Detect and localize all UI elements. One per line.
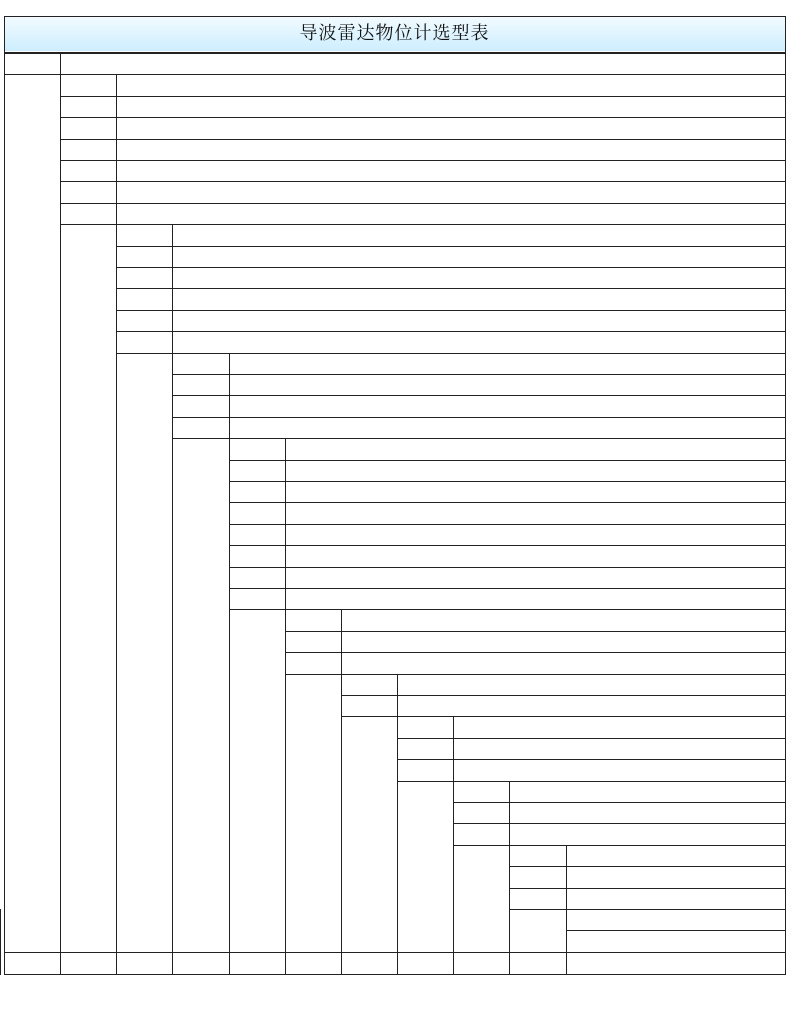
option-description (515, 823, 783, 844)
option-description (291, 524, 783, 545)
option-code (116, 267, 172, 288)
column-divider (60, 952, 61, 975)
column-divider (0, 909, 1, 953)
row-divider (229, 567, 786, 568)
section-header-label (347, 609, 783, 630)
section-header-code (341, 674, 397, 695)
option-code (229, 502, 285, 523)
column-divider (341, 674, 342, 975)
section-header-code (116, 224, 172, 245)
option-description (347, 652, 783, 673)
column-divider (566, 845, 567, 910)
row-divider (229, 481, 786, 482)
row-divider (60, 96, 786, 97)
option-code (453, 823, 509, 844)
option-code (229, 481, 285, 502)
column-divider (785, 16, 786, 53)
row-divider (229, 524, 786, 525)
option-code (509, 888, 566, 909)
example-code (285, 952, 341, 973)
option-code (453, 802, 509, 823)
column-divider (397, 674, 398, 718)
option-description (235, 395, 783, 416)
column-divider (0, 952, 1, 975)
row-divider (229, 438, 786, 439)
row-divider (229, 588, 786, 589)
option-code (172, 395, 229, 416)
row-divider (4, 974, 786, 975)
row-divider (116, 331, 786, 332)
row-divider (172, 353, 786, 354)
row-divider (172, 417, 786, 418)
option-description (178, 246, 783, 267)
option-description (122, 160, 783, 181)
row-divider (397, 716, 786, 717)
row-divider (285, 631, 786, 632)
option-description (291, 481, 783, 502)
option-description (291, 460, 783, 481)
option-code (285, 631, 341, 652)
option-description (403, 695, 783, 716)
example-code (397, 952, 453, 973)
column-divider (4, 53, 5, 975)
column-divider (172, 952, 173, 975)
row-divider (229, 502, 786, 503)
section-header-label (459, 716, 783, 737)
row-divider (566, 909, 786, 910)
option-description (291, 545, 783, 566)
column-divider (341, 952, 342, 975)
example-code (341, 952, 397, 973)
option-code (172, 374, 229, 395)
row-divider (116, 224, 786, 225)
example-code (172, 952, 229, 973)
row-divider (453, 802, 786, 803)
option-code (60, 96, 116, 117)
option-description (178, 310, 783, 331)
row-divider (509, 845, 786, 846)
option-description (459, 759, 783, 780)
option-code (116, 331, 172, 352)
option-code (509, 866, 566, 887)
row-divider (172, 374, 786, 375)
section-header-code (172, 353, 229, 374)
option-description (122, 96, 783, 117)
column-divider (172, 353, 173, 975)
option-code (341, 695, 397, 716)
column-divider (229, 952, 230, 975)
section-header-label (291, 438, 783, 459)
section-header-code (509, 845, 566, 866)
option-code (60, 203, 116, 224)
option-code (229, 567, 285, 588)
column-divider (453, 716, 454, 781)
example-code (60, 952, 116, 973)
column-divider (509, 952, 510, 975)
option-description (178, 288, 783, 309)
option-description (122, 117, 783, 138)
option-code (285, 652, 341, 673)
option-description (178, 267, 783, 288)
row-divider (397, 738, 786, 739)
example-code (4, 952, 60, 973)
row-divider (116, 246, 786, 247)
option-description (347, 631, 783, 652)
option-description (572, 866, 783, 887)
row-divider (509, 866, 786, 867)
option-description (291, 588, 783, 609)
row-divider (285, 609, 786, 610)
option-description (459, 738, 783, 759)
example-code (453, 952, 509, 973)
section-header-label (235, 353, 783, 374)
row-divider (60, 181, 786, 182)
column-divider (509, 781, 510, 846)
column-divider (785, 53, 786, 975)
section-header-label (572, 845, 783, 866)
column-divider (341, 609, 342, 674)
column-divider (229, 353, 230, 440)
section-header-label (178, 224, 783, 245)
option-code (60, 160, 116, 181)
table-title: 导波雷达物位计选型表 (299, 23, 490, 44)
row-divider (60, 139, 786, 140)
row-divider (60, 117, 786, 118)
option-code (116, 310, 172, 331)
column-divider (397, 952, 398, 975)
row-divider (60, 160, 786, 161)
row-divider (116, 288, 786, 289)
row-divider (566, 930, 786, 931)
row-divider (509, 888, 786, 889)
option-description (178, 331, 783, 352)
option-code (172, 417, 229, 438)
row-divider (229, 545, 786, 546)
row-divider (116, 310, 786, 311)
section-header-code (60, 74, 116, 95)
row-divider (172, 395, 786, 396)
root-label (66, 53, 783, 74)
row-divider (453, 823, 786, 824)
option-description (122, 181, 783, 202)
option-description (122, 139, 783, 160)
row-divider (116, 267, 786, 268)
column-divider (285, 952, 286, 975)
root-code (4, 53, 60, 74)
option-description (572, 888, 783, 909)
option-description (291, 567, 783, 588)
example-code (229, 952, 285, 973)
row-divider (60, 203, 786, 204)
section-header-label (122, 74, 783, 95)
option-code (397, 759, 453, 780)
row-divider (4, 53, 786, 54)
option-description (291, 502, 783, 523)
option-code (60, 117, 116, 138)
option-code (60, 181, 116, 202)
option-code (60, 139, 116, 160)
section-header-label (403, 674, 783, 695)
option-code (229, 545, 285, 566)
option-description (235, 417, 783, 438)
row-divider (341, 674, 786, 675)
section-header-code (453, 781, 509, 802)
column-divider (453, 952, 454, 975)
example-code (116, 952, 172, 973)
row-divider (397, 759, 786, 760)
example-label (566, 952, 785, 973)
column-divider (116, 952, 117, 975)
option-code (397, 738, 453, 759)
option-code (116, 288, 172, 309)
option-description (235, 374, 783, 395)
option-code (229, 460, 285, 481)
option-code (229, 524, 285, 545)
option-code (229, 588, 285, 609)
section-header-label (515, 781, 783, 802)
section-header-code (285, 609, 341, 630)
column-divider (172, 224, 173, 353)
column-divider (116, 74, 117, 225)
option-description (122, 203, 783, 224)
option-description (515, 802, 783, 823)
row-divider (285, 652, 786, 653)
example-code (509, 952, 566, 973)
option-code (116, 246, 172, 267)
row-divider (341, 695, 786, 696)
section-header-code (397, 716, 453, 737)
row-divider (4, 16, 786, 17)
row-divider (229, 460, 786, 461)
row-divider (60, 74, 786, 75)
column-divider (285, 438, 286, 610)
row-divider (453, 781, 786, 782)
section-header-code (229, 438, 285, 459)
column-divider (4, 16, 5, 53)
